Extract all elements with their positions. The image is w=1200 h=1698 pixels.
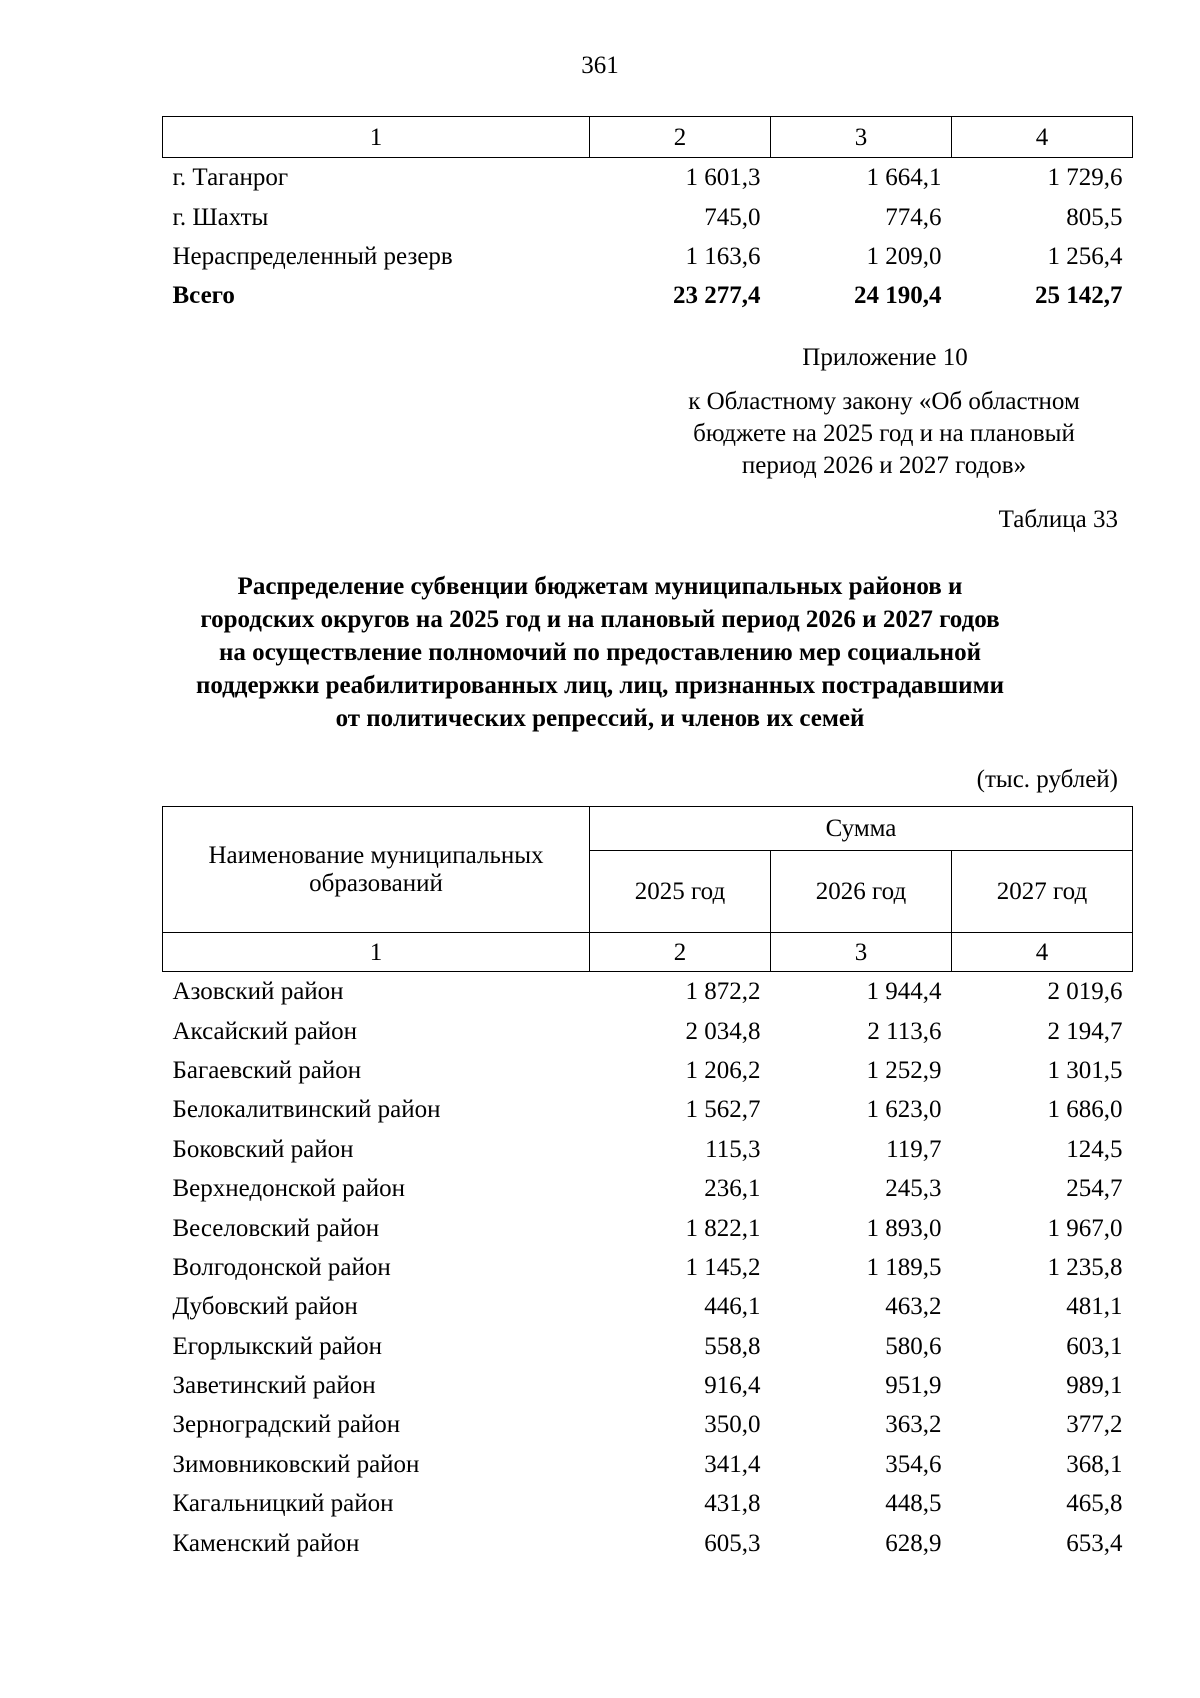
column-number: 1: [163, 117, 590, 158]
table-row: [163, 197, 1133, 236]
municipality-name: Белокалитвинский район: [172, 1096, 441, 1124]
column-number: 2: [590, 117, 771, 158]
value-2026: 354,6: [885, 1450, 942, 1478]
appendix-title: Приложение 10: [802, 344, 968, 371]
column-header-year: 2025 год: [590, 851, 771, 933]
value-2025: 745,0: [704, 203, 761, 231]
value-2027: 124,5: [1066, 1135, 1123, 1163]
value-2027: 653,4: [1066, 1529, 1123, 1557]
municipality-name: Всего: [172, 282, 235, 310]
municipality-name: Нераспределенный резерв: [172, 242, 453, 270]
value-2027: 989,1: [1066, 1372, 1123, 1400]
value-2025: 2 034,8: [685, 1017, 761, 1045]
value-2026: 1 189,5: [866, 1253, 942, 1281]
table-row: [163, 1208, 1133, 1247]
appendix-reference-line: бюджете на 2025 год и на плановый: [693, 420, 1075, 447]
value-2027: 481,1: [1066, 1293, 1123, 1321]
column-number: 4: [952, 117, 1133, 158]
municipality-name: Дубовский район: [172, 1293, 358, 1321]
column-header-sum: Сумма: [590, 807, 1133, 851]
page-number: 361: [581, 52, 619, 79]
value-2026: 628,9: [885, 1529, 942, 1557]
value-2027: 805,5: [1066, 203, 1123, 231]
value-2026: 1 252,9: [866, 1056, 942, 1084]
value-2025: 236,1: [704, 1175, 761, 1203]
table-row: [163, 237, 1133, 276]
value-2027: 1 301,5: [1047, 1056, 1123, 1084]
value-2026: 119,7: [886, 1135, 942, 1163]
heading-line: городских округов на 2025 год и на плановый период 2026 и 2027 годов: [200, 606, 1000, 633]
value-2025: 1 562,7: [685, 1096, 761, 1124]
value-2026: 1 209,0: [866, 242, 942, 270]
column-number: 2: [590, 933, 771, 972]
column-number: 1: [163, 933, 590, 972]
value-2027: 1 686,0: [1047, 1096, 1123, 1124]
heading-line: Распределение субвенции бюджетам муниципальных районов и: [237, 573, 963, 600]
municipality-name: Каменский район: [172, 1529, 360, 1557]
municipality-name: Волгодонской район: [172, 1253, 391, 1281]
municipality-name: Аксайский район: [172, 1017, 358, 1045]
municipality-name: Боковский район: [172, 1135, 354, 1163]
value-2026: 363,2: [885, 1411, 942, 1439]
value-2027: 377,2: [1066, 1411, 1123, 1439]
municipality-name: Веселовский район: [172, 1214, 380, 1242]
value-2026: 951,9: [885, 1372, 942, 1400]
table-row: [163, 1011, 1133, 1050]
units-label: (тыс. рублей): [976, 766, 1118, 793]
value-2026: 1 893,0: [866, 1214, 942, 1242]
appendix-reference-line: период 2026 и 2027 годов»: [741, 452, 1027, 479]
value-2027: 1 256,4: [1047, 242, 1123, 270]
value-2026: 1 944,4: [866, 978, 942, 1006]
municipality-name: Егорлыкский район: [172, 1332, 382, 1360]
value-2025: 446,1: [704, 1293, 761, 1321]
value-2025: 1 601,3: [685, 164, 761, 192]
table-row: [163, 1169, 1133, 1208]
value-2027: 25 142,7: [1035, 282, 1123, 310]
appendix-reference-line: к Областному закону «Об областном: [688, 388, 1080, 415]
value-2025: 341,4: [704, 1450, 761, 1478]
table-row: [163, 1287, 1133, 1326]
column-number: 3: [771, 117, 952, 158]
value-2025: 1 206,2: [685, 1056, 761, 1084]
table-column-numbers: [163, 117, 1133, 158]
table-row: [163, 1445, 1133, 1484]
table-row: [163, 1405, 1133, 1444]
value-2026: 2 113,6: [867, 1017, 942, 1045]
table-row: [163, 1523, 1133, 1562]
table-column-numbers: [163, 933, 1133, 972]
municipality-name: Азовский район: [172, 978, 344, 1006]
value-2027: 2 194,7: [1047, 1017, 1123, 1045]
value-2025: 1 145,2: [685, 1253, 761, 1281]
value-2025: 431,8: [704, 1490, 761, 1518]
value-2026: 1 623,0: [866, 1096, 942, 1124]
value-2027: 2 019,6: [1047, 978, 1123, 1006]
municipality-name: Кагальницкий район: [172, 1490, 394, 1518]
value-2027: 1 729,6: [1047, 164, 1123, 192]
value-2026: 774,6: [885, 203, 942, 231]
heading-line: от политических репрессий, и членов их семей: [335, 705, 865, 732]
appendix-reference: [650, 386, 1118, 482]
value-2026: 1 664,1: [866, 164, 942, 192]
value-2027: 368,1: [1066, 1450, 1123, 1478]
value-2027: 254,7: [1066, 1175, 1123, 1203]
municipality-name: Верхнедонской район: [172, 1175, 405, 1203]
value-2025: 605,3: [704, 1529, 761, 1557]
table-row: [163, 1051, 1133, 1090]
continuation-table: [162, 116, 1133, 316]
table-row: [163, 158, 1133, 198]
value-2025: 1 822,1: [685, 1214, 761, 1242]
value-2025: 23 277,4: [673, 282, 761, 310]
value-2025: 350,0: [704, 1411, 761, 1439]
subvention-table: [162, 806, 1133, 1563]
column-header-year: 2027 год: [952, 851, 1133, 933]
table-row: [163, 1327, 1133, 1366]
value-2025: 916,4: [704, 1372, 761, 1400]
column-header-year: 2026 год: [771, 851, 952, 933]
municipality-name: г. Таганрог: [172, 164, 289, 192]
value-2027: 1 235,8: [1047, 1253, 1123, 1281]
heading-line: на осуществление полномочий по предоставлению мер социальной: [219, 639, 981, 666]
column-header-name-line: образований: [309, 869, 443, 897]
value-2025: 1 163,6: [685, 242, 761, 270]
table-row: [163, 1130, 1133, 1169]
value-2026: 24 190,4: [854, 282, 942, 310]
municipality-name: Заветинский район: [172, 1372, 376, 1400]
value-2025: 558,8: [704, 1332, 761, 1360]
value-2027: 603,1: [1066, 1332, 1123, 1360]
municipality-name: Багаевский район: [172, 1056, 362, 1084]
column-header-name-line: Наименование муниципальных: [208, 841, 544, 869]
value-2026: 580,6: [885, 1332, 942, 1360]
column-header-name: [163, 807, 590, 933]
table-row: [163, 276, 1133, 315]
value-2027: 1 967,0: [1047, 1214, 1123, 1242]
municipality-name: г. Шахты: [172, 203, 269, 231]
value-2026: 245,3: [885, 1175, 942, 1203]
table-row: [163, 1484, 1133, 1523]
value-2025: 1 872,2: [685, 978, 761, 1006]
value-2025: 115,3: [705, 1135, 761, 1163]
table-row: [163, 1366, 1133, 1405]
table-heading: [150, 570, 1050, 735]
column-number: 4: [952, 933, 1133, 972]
value-2026: 463,2: [885, 1293, 942, 1321]
municipality-name: Зерноградский район: [172, 1411, 401, 1439]
municipality-name: Зимовниковский район: [172, 1450, 420, 1478]
table-row: [163, 1248, 1133, 1287]
table-row: [163, 1090, 1133, 1129]
value-2027: 465,8: [1066, 1490, 1123, 1518]
heading-line: поддержки реабилитированных лиц, лиц, признанных пострадавшими: [195, 672, 1005, 699]
value-2026: 448,5: [885, 1490, 942, 1518]
table-label: Таблица 33: [998, 506, 1118, 533]
table-row: [163, 972, 1133, 1012]
column-number: 3: [771, 933, 952, 972]
